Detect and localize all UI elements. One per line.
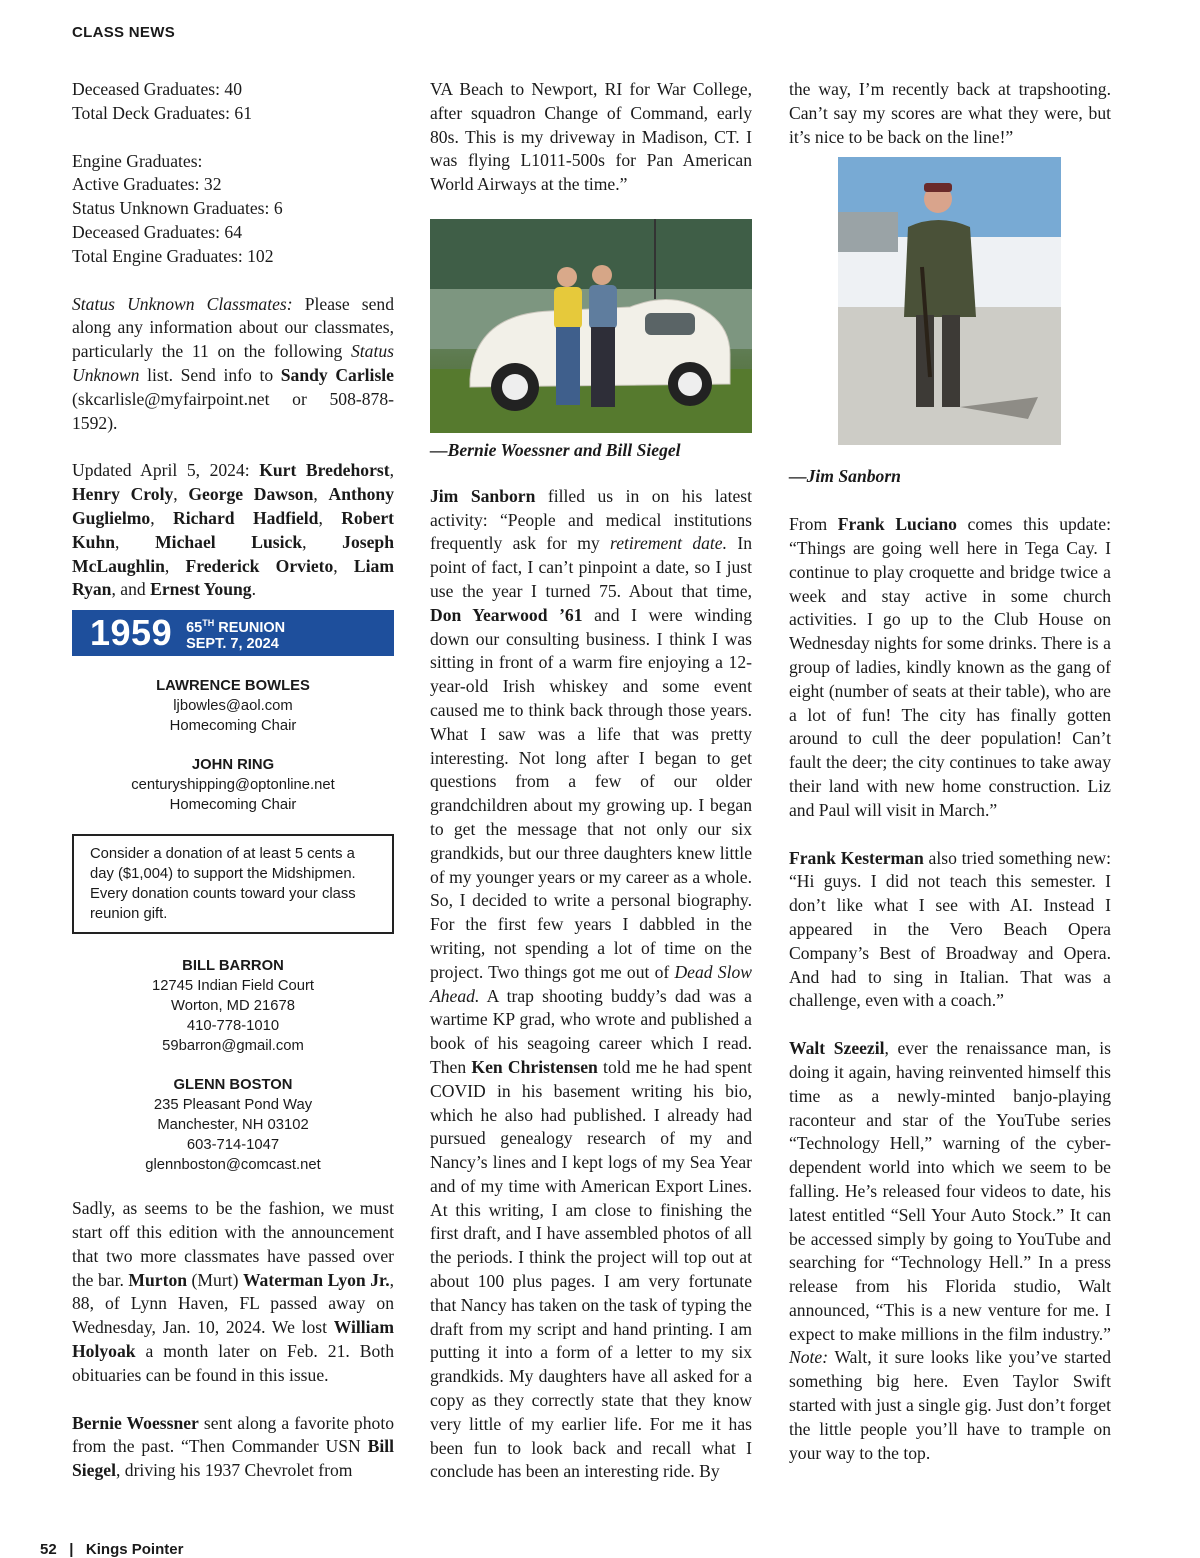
contact-email[interactable]: ljbowles@aol.com xyxy=(173,698,293,715)
text: a month later on Feb. 21. Both obituaries can be found in this issue. xyxy=(72,1340,394,1385)
separator: , and xyxy=(111,579,151,600)
contact-block xyxy=(72,1075,394,1175)
photo-illustration xyxy=(430,219,752,433)
walt-paragraph xyxy=(789,1037,1111,1465)
photo-jim-sanborn xyxy=(838,157,1061,445)
photo-illustration xyxy=(838,157,1061,445)
donation-box: Consider a donation of at least 5 cents a day ($1,004) to support the Midshipmen. Every donation counts toward your class reunion gift. xyxy=(72,834,394,934)
text: Walt, it sure looks like you’ve started something big here. Even Taylor Swift started with just a single gig. Just don’t forget the little people you’ll have to trample on your way to the top. xyxy=(789,1347,1111,1463)
reunion-title: REUNION xyxy=(214,619,286,636)
section-header: CLASS NEWS xyxy=(72,24,176,41)
stat-line: Deceased Graduates: 64 xyxy=(72,221,242,242)
classmate-name: Henry Croly xyxy=(72,484,174,505)
engine-stats xyxy=(72,150,394,269)
stat-line: Deceased Graduates: 40 xyxy=(72,79,242,99)
bold-name: Waterman Lyon Jr. xyxy=(242,1269,390,1290)
text: told me he had spent COVID in his basement writing his bio, which he also had published. I already had pursued genealogy research of my and Nancy’s lines and I kept logs of my Sea Year and of my time with American Export Lines. At this writing, I am close to finishing the first draft, and I have assembled photos of all the periods. I think the project will top out at about 100 plus pages. I am very fortunate that Nancy has taken on the task of typing the draft from my script and hand printing. I am putting it into a form of a letter to my six grandkids. My daughters have all asked for a copy as they correctly state that they know very little of my earlier life. For me it has been fun to look back and recall what I conclude has been an interesting ride. By xyxy=(430,1056,752,1482)
separator: , xyxy=(164,555,186,576)
contact-city: Worton, MD 21678 xyxy=(171,998,295,1015)
italic-text: Note: xyxy=(789,1347,829,1368)
column-2 xyxy=(430,78,752,1484)
stat-line: Engine Graduates: xyxy=(72,150,203,171)
text: , ever the renaissance man, is doing it again, having reinvented himself this time as a newly-minted banjo-playing raconteur and star of the YouTube series “Technology Hell,” warning of the cyber-dependent world into which we seem to be falling. He’s released four videos to date, his latest entitled “Sell Your Auto Stock.” It can be accessed simply by going to YouTube and searching for “Technology Hell.” In a press release from his Florida studio, Walt announced, “This is a new venture for me. I expect to make millions in the film industry.” xyxy=(789,1038,1111,1344)
bold-name: Frank Kesterman xyxy=(789,847,924,868)
contact-email[interactable]: glennboston@comcast.net xyxy=(145,1157,321,1174)
bold-name: Bill Siegel xyxy=(72,1436,394,1481)
separator: , xyxy=(115,531,156,552)
page-number: 52 xyxy=(40,1541,57,1558)
reunion-ordinal-suffix: TH xyxy=(202,617,215,628)
text: also tried something new: “Hi guys. I did not teach this semester. I don’t like what I see with AI. Instead I appeared in the Vero Beach Opera Company’s Best of Broadway and Opera. And had to sing in Italian. That was a challenge, even with a coach.” xyxy=(789,847,1111,1011)
deck-stats xyxy=(72,78,394,126)
text: A trap shooting buddy’s dad was a wartime KP grad, who wrote and published a book of his seagoing career which I read. Then xyxy=(430,985,752,1077)
bold-name: Bernie Woessner xyxy=(72,1412,199,1433)
classmate-name: Frederick Orvieto xyxy=(185,555,334,576)
text: Sadly, as seems to be the fashion, we must start off this edition with the announcement that two more classmates have passed over the bar. xyxy=(72,1198,394,1290)
status-unknown-lead: Status Unknown Classmates: xyxy=(72,293,293,314)
contact-email[interactable]: 59barron@gmail.com xyxy=(162,1038,304,1055)
contact-block xyxy=(72,956,394,1056)
contact-name: LAWRENCE BOWLES xyxy=(156,678,310,695)
status-unknown-paragraph xyxy=(72,293,394,436)
text: (skcarlisle@myfairpoint.net or 508-878-1592). xyxy=(72,388,394,433)
bold-name: Jim Sanborn xyxy=(430,485,536,506)
contact-city: Manchester, NH 03102 xyxy=(157,1117,309,1134)
classmate-name: Anthony Guglielmo xyxy=(72,484,395,528)
column-1 xyxy=(72,78,394,1483)
text: , 88, of Lynn Haven, FL passed away on Wednesday, Jan. 10, 2024. We lost xyxy=(72,1269,395,1338)
text: Please send along any information about our classmates, particularly the 11 on the following xyxy=(72,293,394,362)
bernie-continued: VA Beach to Newport, RI for War College, after squadron Change of Command, early 80s. This is my driveway in Madison, CT. I was flying L1011-500s for Pan American World Airways at the time.” xyxy=(430,79,752,195)
footer-separator: | xyxy=(69,1541,74,1558)
contact-address: 12745 Indian Field Court xyxy=(151,978,315,995)
stat-line: Status Unknown Graduates: 6 xyxy=(72,198,283,219)
bold-name: Don Yearwood ’61 xyxy=(430,604,583,625)
separator: , xyxy=(333,555,354,576)
separator: , xyxy=(318,507,342,528)
updated-paragraph xyxy=(72,459,394,602)
separator: , xyxy=(302,531,343,552)
luciano-paragraph xyxy=(789,513,1111,822)
contact-phone: 603-714-1047 xyxy=(186,1137,280,1154)
contact-block xyxy=(72,676,394,736)
publication-name: Kings Pointer xyxy=(85,1541,184,1558)
text: sent along a favorite photo from the past. “Then Commander USN xyxy=(72,1412,394,1457)
kesterman-paragraph xyxy=(789,847,1111,1014)
separator: , xyxy=(313,484,329,505)
contact-role: Homecoming Chair xyxy=(169,718,297,735)
text: From xyxy=(789,514,838,535)
obituary-paragraph xyxy=(72,1197,394,1387)
contact-name: GLENN BOSTON xyxy=(173,1077,293,1094)
classmate-name: Ernest Young xyxy=(150,579,252,600)
classmate-name: Kurt Bredehorst xyxy=(259,460,390,481)
updated-prefix: Updated April 5, 2024: xyxy=(72,460,260,481)
photo-caption: —Bernie Woessner and Bill Siegel xyxy=(430,439,681,460)
separator: . xyxy=(251,579,256,600)
contact-phone: 410-778-1010 xyxy=(186,1018,280,1035)
bold-name: William Holyoak xyxy=(72,1317,394,1361)
contact-address: 235 Pleasant Pond Way xyxy=(153,1097,313,1114)
jim-continued: the way, I’m recently back at trapshooting. Can’t say my scores are what they were, but it’s nice to be back on the line!” xyxy=(789,79,1111,147)
photo-caption: —Jim Sanborn xyxy=(789,466,901,487)
text: filled us in on his latest activity: “People and medical institutions frequently ask for my xyxy=(430,485,753,554)
text: comes this update: “Things are going well here in Tega Cay. I continue to play croquette and bridge twice a week and stay active in some church activities. I go up to the Club House on Wednesday nights for some drinks. There is a group of ladies, kindly known as the gang of eight (number of seats at their table), who are a lot of fun! The city has finally gotten around to cull the deer population! Can’t fault the deer; the city continues to take away their land with new home construction. Liz and Paul will visit in March.” xyxy=(789,514,1111,820)
classmate-name: Richard Hadfield xyxy=(172,507,319,528)
italic-text: retirement date. xyxy=(610,533,728,554)
contact-email[interactable]: centuryshipping@optonline.net xyxy=(131,777,335,794)
text: (Murt) xyxy=(187,1269,243,1290)
separator: , xyxy=(389,460,394,481)
reunion-date: SEPT. 7, 2024 xyxy=(186,635,279,652)
contact-name: JOHN RING xyxy=(191,757,275,774)
bold-name: Walt Szeezil xyxy=(789,1038,885,1059)
jim-sanborn-paragraph xyxy=(430,485,752,1484)
separator: , xyxy=(150,507,173,528)
reunion-info xyxy=(186,615,285,652)
contact-name: BILL BARRON xyxy=(182,958,284,975)
text: list. Send info to xyxy=(139,364,281,385)
text: , driving his 1937 Chevrolet from xyxy=(115,1460,353,1481)
stat-line: Total Engine Graduates: 102 xyxy=(72,245,274,266)
italic-text: Dead Slow Ahead. xyxy=(430,961,752,1006)
photo-bernie-bill-car xyxy=(430,219,752,433)
classmate-name: Joseph McLaughlin xyxy=(72,531,394,576)
classmate-name: Robert Kuhn xyxy=(72,507,394,552)
reunion-year: 1959 xyxy=(90,612,173,654)
text: In point of fact, I can’t pinpoint a date, so I just use the year I turned 75. About that time, xyxy=(430,533,753,601)
bold-name: Frank Luciano xyxy=(837,514,957,535)
bold-name: Ken Christensen xyxy=(471,1056,598,1077)
stat-line: Active Graduates: 32 xyxy=(72,174,222,195)
stat-line: Total Deck Graduates: 61 xyxy=(72,102,253,123)
text: and I were winding down our consulting business. I think I was sitting in front of a warm fire enjoying a 12-year-old Irish whiskey and some event caused me to think back through those years. What I saw was a life that was pretty interesting. Not long after I began to get questions from a few of our older grandchildren about my growing up. I began to get the message that not only our six grandkids, but our three daughters knew little of my younger years or my career as a whole. So, I decided to write a personal biography. For the first few years I dabbled in the writing, not spending a lot of time on the project. Two things got me out of xyxy=(430,604,752,982)
reunion-banner xyxy=(72,610,394,656)
classmate-name: Michael Lusick xyxy=(155,531,303,552)
page-footer xyxy=(40,1541,183,1558)
classmate-name: George Dawson xyxy=(188,484,314,505)
bold-name: Murton xyxy=(128,1269,188,1290)
reunion-ordinal: 65 xyxy=(186,619,203,636)
contact-block xyxy=(72,755,394,815)
column-3 xyxy=(789,78,1111,1465)
contact-name: Sandy Carlisle xyxy=(280,364,394,385)
separator: , xyxy=(173,484,189,505)
italic-text: Status Unknown xyxy=(72,341,394,385)
bernie-paragraph xyxy=(72,1412,394,1483)
contact-role: Homecoming Chair xyxy=(169,797,297,814)
classmate-name: Liam Ryan xyxy=(72,555,394,600)
status-unknown-names xyxy=(72,460,394,599)
